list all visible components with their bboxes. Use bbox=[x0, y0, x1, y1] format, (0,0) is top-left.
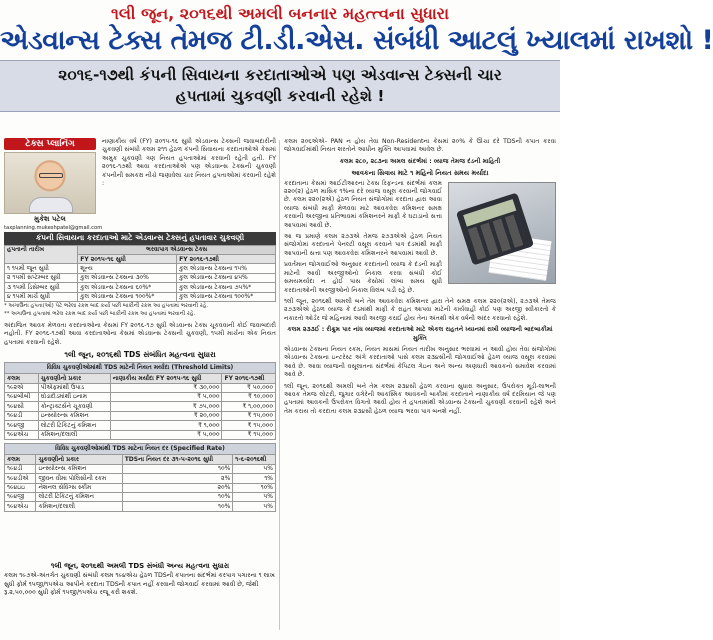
shirt-shape bbox=[29, 197, 73, 213]
cell: ૧૯૨એ bbox=[5, 383, 39, 392]
right-subhead-3: કલમ ૨૩૩ઈ : રીક્રુમ પાર નાંધ વ્યાજમાં કરદાતાઓ માટે એકલ રાહતને ધ્યાનમાં રાખી વ્યાજની બાદબાકીમાં મુક્તિ bbox=[287, 326, 553, 342]
cell: ₹ ૨૦,૦૦૦ bbox=[110, 411, 222, 420]
left-column bbox=[4, 138, 276, 512]
cell: કોન્ટ્રાક્ટર્સને ચૂકવણી bbox=[38, 402, 110, 411]
table-row bbox=[5, 273, 276, 282]
right-paragraph-3: કરદાતાના કેસમાં આઈટીઆરના ટેક્સ રિફન્ડના સંદર્ભમાં કલમ ૨૨૦(૨) હેઠળ માસિક ૧%ના દરે વ્યાજ વસૂલ કરવાની જોગવાઈ છે. કલમ ૨૨૦(૨એ) હેઠળ નિયત સંજોગોમાં કરદાતા દ્વારા આવા વ્યાજ સંબંધી માફી મેળવવા માટે આવકવેરા કમિશનર સમક્ષ કરવાની અરજીના પ્રતિભાવમાં કમિશનરને માફી કે ઘટાડાનો સત્તા આપવામાં આવી છે. bbox=[284, 179, 442, 229]
cell: ૧૯૪બીબી bbox=[5, 392, 39, 401]
table3-title: વિવિધ ચુકવણીઓમાંથી TDS માટેના નિયત દર (Specified Rate) bbox=[4, 443, 276, 454]
cell: નેશનલ સેવિંગ્સ સ્કીમ bbox=[36, 483, 122, 492]
cell: કુલ એડવાન્સ ટેક્સના ૧૦૦%* bbox=[78, 292, 177, 301]
cell: ૫% bbox=[233, 464, 276, 473]
cell: ૨૦% bbox=[122, 483, 233, 492]
main-headline: એડવાન્સ ટેક્સ તેમજ ટી.ડી.એસ. સંબંધી આટલું ખ્યાલમાં રાખશો ! bbox=[0, 25, 713, 56]
cell: ૨% bbox=[122, 474, 233, 483]
author-email: taxplanning.mukeshpatel@gmail.com bbox=[4, 224, 103, 231]
cell: ૧૯૪ડી bbox=[5, 411, 39, 420]
table1-title: કંપની સિવાયના કરદાતાઓ માટે એડવાન્સ ટેક્સનું હપતાવાર ચુકવણી bbox=[4, 232, 276, 244]
cell: કુલ એડવાન્સ ટેક્સના ૬૦%* bbox=[78, 283, 177, 292]
cell: લોટરી ટિકિટનું કમિશન bbox=[36, 492, 122, 501]
cell: ૩ ૧૫મી ડિસેમ્બર સુધી bbox=[5, 283, 78, 292]
right-paragraph-9: ૧લી જૂન, ૨૦૧૬થી અમલી બને તેમ કલમ ૨૩૪સી હેઠળ કરવાના સુધારા અનુસાર, ઉપરોક્ત મૂડી-લાભની આવક તેમજ લોટરી, જુગાર વગેરેની આકસ્મિક આવકની બાકીમાં કરદાતાને નાણાકીય વર્ષ દરમિયાન જે પણ હપતામાં આવકની ઉપરોક્ત વિગતો આવી હોય તે હપતામાંથી એડવાન્સ ટેક્સની ચુકવણી કરવાની રહેશે અને તેમ કરાય તો કરદાતા કલમ ૨૩૪સી હેઠળ વ્યાજ ભરવા પાત્ર બનશે નહીં. bbox=[284, 382, 556, 415]
cell: ઇન્સ્યોરન્સ કમિશન bbox=[36, 464, 122, 473]
glasses-icon bbox=[39, 173, 63, 178]
author-name: મુકેશ પટેલ bbox=[34, 215, 66, 224]
cell: કુલ એડવાન્સ ટેક્સના ૧૫% bbox=[177, 264, 276, 273]
bottom-section bbox=[4, 562, 276, 598]
cell: ૧૦% bbox=[122, 492, 233, 501]
cell: કુલ એડવાન્સ ટેક્સના ૧૦૦%* bbox=[177, 292, 276, 301]
subheadline-band bbox=[0, 60, 560, 112]
table-row bbox=[5, 264, 276, 273]
cell: પીએફમાંથી ઉપાડ bbox=[38, 383, 110, 392]
cell: ₹ ૧,૦૦,૦૦૦ bbox=[222, 402, 276, 411]
table-row bbox=[5, 502, 276, 511]
table-row bbox=[5, 421, 276, 430]
cell: જીવન વીમા પોલિસીની રકમ bbox=[36, 474, 122, 483]
cell: ૫% bbox=[233, 502, 276, 511]
col-section: કલમ bbox=[5, 455, 36, 464]
right-paragraph-6: ૧લી જૂન, ૨૦૧૬થી અમલી બને તેમ આવકવેરા કમિશનર દ્વારા તેને સમક્ષ કલમ ૨૨૦(૨એ), ૨૭૩એ તેમજ ૨૭૩એએ હેઠળ વ્યાજ કે દંડમાંથી માફી કે રાહત આપવા માટેની કાર્યવાહી કોઈ પણ અરજી સ્વીકારતો કે નકારતો ઓર્ડર જે મહિનામાં આવી અરજી કરાઈ હોય તેના અંતથી એક વર્ષની અંદર કરવાનો રહેશે. bbox=[284, 297, 556, 322]
col-fy1: FY ૨૦૧૫-૧૬ સુધી bbox=[78, 255, 177, 264]
subheadline-line-2: હપતામાં ચુકવણી કરવાની રહેશે ! bbox=[175, 87, 385, 105]
column-divider bbox=[279, 140, 280, 630]
bottom-paragraph: કલમ ૧૯૭એ-અંતર્ગત ચુકવણી સંબંધી કલમ ૧૯૪એચ હેઠળ TDSની કપાતના સંદર્ભમાં કરપાત્ર પગારના ૧ લાખ સુધી ફોર્મ ૧૫જી/૧૫એચ આપીને કરદાતા TDSની કપાત નહીં કરવાની જોગવાઈ કરવામાં આવી છે, જેથી રૂ.૨,૫૦,૦૦૦ સુધી ફોર્મ ૧૫જી/૧૫એચ રજૂ કરી શકશે. bbox=[4, 572, 275, 597]
table1-note-1: * અગાઉના હપતા(ઓ) પેટે ભરેલા રકમ બાદ કર્યા પછી બાકીની રકમ આ હપતામાં ભરવાની રહે. bbox=[4, 303, 209, 310]
cell: ઘોડાદોડમાંથી ઇનામ bbox=[38, 392, 110, 401]
table-row bbox=[5, 483, 276, 492]
cell: કમિશન/દલાલી bbox=[36, 502, 122, 511]
intro-paragraph: નાણાકીય વર્ષ (FY) ૨૦૧૫-૧૬ સુધી એડવાન્સ ટેક્સની જવાબદારીની ચુકવણી સંબંધી કલમ ૨૧૧ હેઠળ કંપની સિવાયના કરદાતાઓએ કેસમાં અમુક ચુકવણી ત્રણ નિયત હપતાઓમાં કરવાની રહેતી હતી. FY ૨૦૧૬-૧૭થી આવા કરદાતાઓએ પણ એડવાન્સ ટેક્સની ચુકવણી કંપનીની સમકક્ષ નીચે જણાવેલા ચાર નિયત હપતાઓમાં કરવાની રહેશે : bbox=[102, 138, 276, 188]
cell: કુલ એડવાન્સ ટેક્સના ૪૫% bbox=[177, 273, 276, 282]
threshold-table bbox=[4, 373, 276, 440]
table-row bbox=[5, 492, 276, 501]
col-limit-new: FY ૨૦૧૬-૧૭થી bbox=[222, 374, 276, 383]
cell: ૧% bbox=[233, 474, 276, 483]
author-box bbox=[4, 138, 103, 232]
cell: ઇન્સ્યોરન્સ કમિશન bbox=[38, 411, 110, 420]
right-paragraph-4: આ જ પ્રમાણે કલમ ૨૭૩એ તેમજ ૨૭૩એએ હેઠળ નિયત સંજોગોમાં કરદાતાને પેનલ્ટી વસૂલ કરવાને પાત્ર દંડમાંથી માફી આપવાની સત્તા પણ આવકવેરા કમિશનરને આપવામાં આવી છે. bbox=[284, 233, 442, 257]
col-fy2: FY ૨૦૧૬-૧૭થી bbox=[177, 255, 276, 264]
cell: ૧૯૪જી bbox=[5, 492, 36, 501]
bottom-heading: ૧લી જૂન, ૨૦૧૬થી અમલી TDS સંબંધી અન્ય મહત્વના સુધારા bbox=[50, 562, 230, 570]
tds-section-heading: ૧લી જૂન, ૨૦૧૬થી TDS સંબંધિત મહત્વના સુધારા bbox=[64, 350, 216, 360]
cell: ₹ ૧૫,૦૦૦ bbox=[222, 430, 276, 439]
presumptive-paragraph: અંદાજિત આવક મેળવતા કરદાતાઓના કેસમાં FY ૨૦૧૬-૧૭ સુધી એડવાન્સ ટેક્સ ચૂકવવાની કોઈ જવાબદારી નહોતી. FY ૨૦૧૬-૧૭થી આવા કરદાતાઓના કેસમાં એડવાન્સ ટેક્સની ચુકવણી, ૧૫મી માર્ચના એક નિયત હપતામાં કરવાની રહેશે. bbox=[4, 322, 276, 346]
col-rate-old: TDSના નિયત દર ૩૧-૫-૨૦૧૬ સુધી bbox=[122, 455, 233, 464]
cell: ૧૯૪એચ bbox=[5, 430, 39, 439]
cell: ૧૯૪જી bbox=[5, 421, 39, 430]
cell: ૧૦% bbox=[233, 483, 276, 492]
right-paragraph-1: કલમ ૨૦૬એએ- PAN ન હોય તેવા Non-Residentના કેસમાં ૨૦% કે ઊંચા દરે TDSની કપાત કરવા જોગવાઈમાંથી નિયત શરતોને આધીન મુક્તિ આપવામાં આવેલ છે. bbox=[284, 138, 556, 154]
cell: ૨ ૧૫મી સપ્ટેમ્બર સુધી bbox=[5, 273, 78, 282]
cell: ૧૯૪ઇઇ bbox=[5, 483, 36, 492]
table-row bbox=[5, 464, 276, 473]
cell: ₹ ૫,૦૦૦ bbox=[110, 392, 222, 401]
cell: ₹ ૩૦,૦૦૦ bbox=[110, 383, 222, 392]
table-row bbox=[5, 411, 276, 420]
right-subhead-2: આવકના સિવાય માટે ૧ મહિનો નિયત સમય મર્યાદા bbox=[351, 169, 489, 178]
table-row bbox=[5, 402, 276, 411]
right-column bbox=[284, 138, 556, 419]
cell: ૧૯૪સી bbox=[5, 402, 39, 411]
cell: ૧૦% bbox=[122, 502, 233, 511]
cell: લોટરી ટિકિટનું કમિશન bbox=[38, 421, 110, 430]
column-name: ટેક્સ પ્લાનિંગ bbox=[4, 138, 96, 150]
cell: ૧૦% bbox=[122, 464, 233, 473]
table-row bbox=[5, 430, 276, 439]
cell: ₹ ૧૫,૦૦૦ bbox=[222, 421, 276, 430]
cell: શૂન્ય bbox=[78, 264, 177, 273]
cell: ૧૯૪ડી bbox=[5, 464, 36, 473]
table-row bbox=[5, 383, 276, 392]
rate-table bbox=[4, 454, 276, 511]
table-row bbox=[5, 292, 276, 301]
right-subhead-1: કલમ ૨૮૦, ૨૮૩ના અમલ સંદર્ભમાં : વ્યાજ તેમજ દંડની માહિતી bbox=[339, 157, 501, 165]
col-payment-type: ચુકવણીનો પ્રકાર bbox=[36, 455, 122, 464]
table-row bbox=[5, 474, 276, 483]
col-payment-type: ચુકવણીનો પ્રકાર bbox=[38, 374, 110, 383]
advance-tax-table bbox=[4, 245, 276, 302]
table2-title: વિવિધ ચુકવણીઓમાંથી TDS માટેની નિયત મર્યાદા (Threshold Limits) bbox=[4, 362, 276, 373]
author-portrait bbox=[4, 152, 96, 214]
right-paragraph-5: પ્રવર્તમાન જોગવાઈઓ અનુસાર કરદાતાની વ્યાજ કે દંડની માફી માટેની આવી અરજીઓનો નિકાલ કરવા સંબંધી કોઈ સમયમર્યાદા ન હોઈ પાસ કેસોમાં લાંબા સમય સુધી કરદાતાઓની અરજીઓનો નિકાલ વિલંબ પડી રહે છે. bbox=[284, 261, 442, 294]
cell: કુલ એડવાન્સ ટેક્સના ૩૦% bbox=[78, 273, 177, 282]
kicker-headline: ૧લી જૂન, ૨૦૧૬થી અમલી બનનાર મહત્ત્વના સુધારા bbox=[111, 4, 449, 23]
cell: ₹ ૫,૦૦૦ bbox=[110, 430, 222, 439]
cell: ૧૯૪એચ bbox=[5, 502, 36, 511]
col-limit-old: નાણાકીય મર્યાદા FY ૨૦૧૫-૧૬ સુધી bbox=[110, 374, 222, 383]
table-row bbox=[5, 392, 276, 401]
col-due-date: હપતાની તારીખ bbox=[5, 245, 78, 264]
table-row bbox=[5, 283, 276, 292]
cell: ₹ ૧૫,૦૦૦ bbox=[222, 411, 276, 420]
cell: ₹ ૫૦,૦૦૦ bbox=[222, 383, 276, 392]
col-rate-new: ૧-૬-૨૦૧૬થી bbox=[233, 455, 276, 464]
cell: ૫% bbox=[233, 492, 276, 501]
cell: ₹ ૧,૦૦૦ bbox=[110, 421, 222, 430]
cell: ₹ ૧૦,૦૦૦ bbox=[222, 392, 276, 401]
cell: ૧ ૧૫મી જૂન સુધી bbox=[5, 264, 78, 273]
table1-note-2: ** અગાઉના હપતામાં ભરેલ રકમ બાદ કર્યા પછી બાકીની રકમ આ હપતામાં ભરવાની રહે. bbox=[4, 311, 196, 318]
col-section: કલમ bbox=[5, 374, 39, 383]
cell: કુલ એડવાન્સ ટેક્સના ૭૫%* bbox=[177, 283, 276, 292]
calculator-photo bbox=[448, 182, 556, 284]
subheadline-line-1: ૨૦૧૬-૧૭થી કંપની સિવાયના કરદાતાઓએ પણ એડવાન્સ ટેક્સની ચાર bbox=[58, 66, 502, 84]
cell: ૧૯૪ડીએ bbox=[5, 474, 36, 483]
right-paragraph-8: એડવાન્સ ટેક્સના નિયત રકમ, નિયત માસમાં નિયત તારીખ અનુસાર ભરવામાં ન આવી હોય તેવા સંજોગોમાં એડવાન્સ ટેક્સના ઇન્ટરેસ્ટ અંગે કરદાતાઓ પાસે કલમ ૨૩૪સીની જોગવાઈઓ હેઠળ વ્યાજ વસૂલ કરવામાં આવે છે. આવા વ્યાજની વસૂલાતના સંદર્ભમાં કેપિટલ ગેઇન અને અન્ય અણધારી આવકનો સમાવેશ કરવામાં આવે છે. bbox=[284, 345, 556, 379]
col-group: ભરવાપાત્ર એડવાન્સ ટેક્સ bbox=[78, 245, 276, 254]
cell: ૪ ૧૫મી માર્ચ સુધી bbox=[5, 292, 78, 301]
cell: કમિશન/દલાલી bbox=[38, 430, 110, 439]
cell: ₹ ૭૫,૦૦૦ bbox=[110, 402, 222, 411]
